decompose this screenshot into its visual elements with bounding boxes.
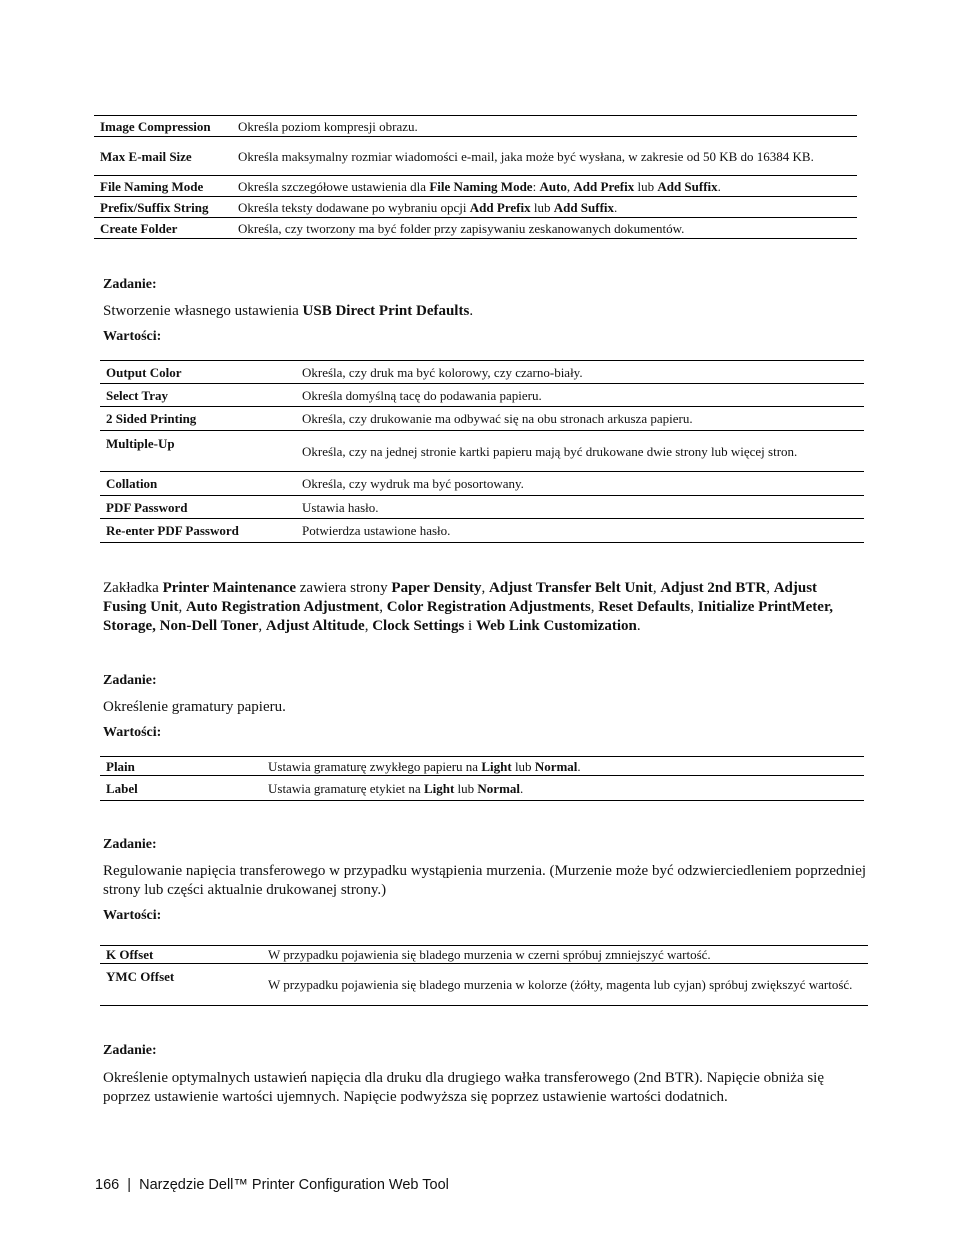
row-desc: Określa, czy drukowanie ma odbywać się na obu stronach arkusza papieru. bbox=[296, 407, 864, 431]
row-desc: Ustawia gramaturę etykiet na Light lub Normal. bbox=[262, 776, 864, 801]
row-key: YMC Offset bbox=[100, 964, 262, 1006]
table-row bbox=[94, 218, 857, 239]
values-label: Wartości: bbox=[103, 725, 162, 740]
row-desc: Potwierdza ustawione hasło. bbox=[296, 519, 864, 543]
table-scan-settings bbox=[94, 115, 857, 239]
row-desc: Ustawia hasło. bbox=[296, 496, 864, 519]
row-desc: Określa maksymalny rozmiar wiadomości e-mail, jaka może być wysłana, w zakresie od 50 KB do 16384 KB. bbox=[232, 137, 857, 176]
row-key: Plain bbox=[100, 757, 262, 776]
row-key: Re-enter PDF Password bbox=[100, 519, 296, 543]
row-key: 2 Sided Printing bbox=[100, 407, 296, 431]
row-desc: Określa teksty dodawane po wybraniu opcji Add Prefix lub Add Suffix. bbox=[232, 197, 857, 218]
row-key: Select Tray bbox=[100, 384, 296, 407]
task-text: Stworzenie własnego ustawienia USB Direct Print Defaults. bbox=[103, 303, 474, 319]
row-key: PDF Password bbox=[100, 496, 296, 519]
row-desc: Określa, czy wydruk ma być posortowany. bbox=[296, 472, 864, 496]
table-row bbox=[94, 197, 857, 218]
row-key: K Offset bbox=[100, 946, 262, 964]
row-key: File Naming Mode bbox=[94, 176, 232, 197]
table-row bbox=[100, 757, 864, 776]
task-text: Określenie optymalnych ustawień napięcia dla druku dla drugiego wałka transferowego (2nd BTR). Napięcie obniża się poprzez ustawienie wartości ujemnych. Napięcie podwyższa się poprzez ustawienie wartości dodatnich. bbox=[103, 1070, 825, 1105]
table-row bbox=[100, 407, 864, 431]
row-desc: Określa poziom kompresji obrazu. bbox=[232, 116, 857, 137]
table-row bbox=[94, 176, 857, 197]
table-row bbox=[100, 361, 864, 384]
table-usb-direct-print bbox=[100, 360, 864, 543]
row-desc: Określa, czy na jednej stronie kartki papieru mają być drukowane dwie strony lub więcej stron. bbox=[296, 431, 864, 472]
task-text: Regulowanie napięcia transferowego w przypadku wystąpienia murzenia. (Murzenie może być odzwierciedleniem poprzedniej strony lub części aktualnie drukowanej strony.) bbox=[103, 863, 867, 898]
row-key: Label bbox=[100, 776, 262, 801]
row-desc: Określa, czy tworzony ma być folder przy zapisywaniu zeskanowanych dokumentów. bbox=[232, 218, 857, 239]
row-desc: Określa szczegółowe ustawienia dla File Naming Mode: Auto, Add Prefix lub Add Suffix. bbox=[232, 176, 857, 197]
row-key: Multiple-Up bbox=[100, 431, 296, 472]
task-label: Zadanie: bbox=[103, 277, 157, 292]
table-row bbox=[100, 776, 864, 801]
table-row bbox=[100, 472, 864, 496]
row-desc: W przypadku pojawienia się bladego murzenia w kolorze (żółty, magenta lub cyjan) spróbuj zwiększyć wartość. bbox=[262, 964, 868, 1006]
values-label: Wartości: bbox=[103, 908, 162, 923]
row-key: Output Color bbox=[100, 361, 296, 384]
table-row bbox=[100, 519, 864, 543]
values-label: Wartości: bbox=[103, 329, 162, 344]
page-number: 166 bbox=[95, 1177, 120, 1193]
task-text: Określenie gramatury papieru. bbox=[103, 699, 286, 715]
row-desc: Określa, czy druk ma być kolorowy, czy czarno-biały. bbox=[296, 361, 864, 384]
row-desc: Określa domyślną tacę do podawania papieru. bbox=[296, 384, 864, 407]
row-key: Prefix/Suffix String bbox=[94, 197, 232, 218]
table-row bbox=[94, 137, 857, 176]
table-transfer-belt bbox=[100, 945, 868, 1006]
row-key: Create Folder bbox=[94, 218, 232, 239]
table-row bbox=[100, 496, 864, 519]
page-footer bbox=[95, 1177, 449, 1193]
task-label: Zadanie: bbox=[103, 673, 157, 688]
table-row bbox=[100, 964, 868, 1006]
maintenance-paragraph: Zakładka Printer Maintenance zawiera strony Paper Density, Adjust Transfer Belt Unit, Adjust 2nd BTR, Adjust Fusing Unit, Auto Registration Adjustment, Color Registration Adjustments, Reset Defaults, Initialize PrintMeter, Storage, Non-Dell Toner, Adjust Altitude, Clock Settings i Web Link Customization. bbox=[103, 580, 833, 634]
table-row bbox=[100, 384, 864, 407]
row-key: Image Compression bbox=[94, 116, 232, 137]
row-desc: Ustawia gramaturę zwykłego papieru na Light lub Normal. bbox=[262, 757, 864, 776]
task-label: Zadanie: bbox=[103, 1043, 157, 1058]
footer-separator: | bbox=[127, 1177, 132, 1193]
table-paper-density bbox=[100, 756, 864, 801]
row-key: Max E-mail Size bbox=[94, 137, 232, 176]
footer-title: Narzędzie Dell™ Printer Configuration Web Tool bbox=[139, 1177, 449, 1193]
table-row bbox=[100, 431, 864, 472]
row-key: Collation bbox=[100, 472, 296, 496]
row-desc: W przypadku pojawienia się bladego murzenia w czerni spróbuj zmniejszyć wartość. bbox=[262, 946, 868, 964]
table-row bbox=[100, 946, 868, 964]
task-label: Zadanie: bbox=[103, 837, 157, 852]
table-row bbox=[94, 116, 857, 137]
